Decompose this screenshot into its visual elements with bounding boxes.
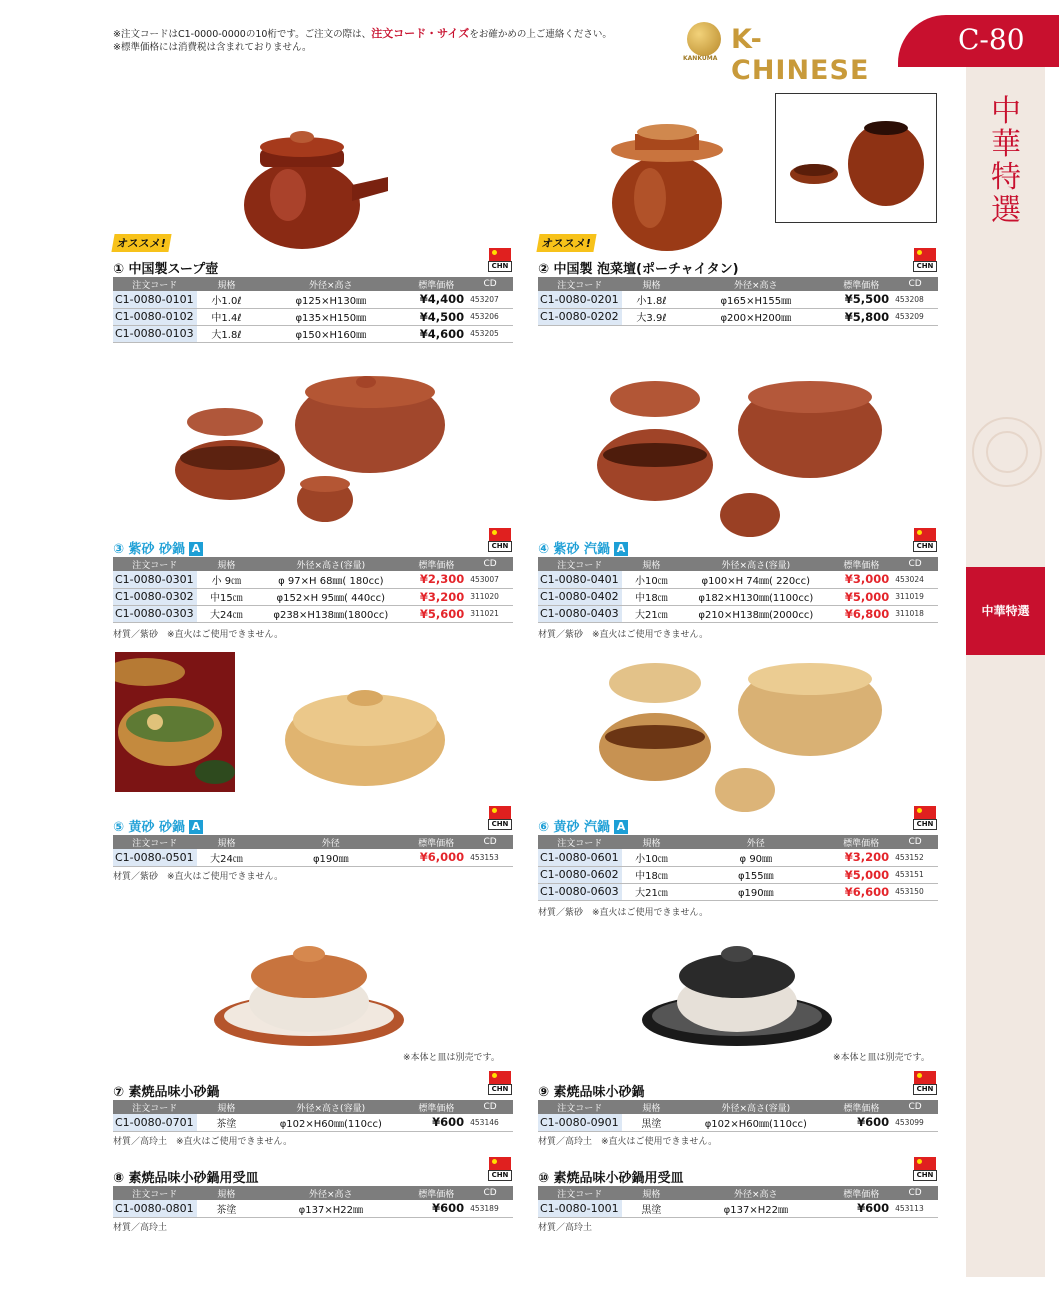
sold-separately-note: ※本体と皿は別売です。 — [403, 1053, 500, 1063]
cell-size: 中1.4ℓ — [197, 308, 257, 325]
cell-price: ¥2,300 — [406, 571, 468, 588]
product-title — [113, 258, 218, 277]
type-a-badge: A — [614, 542, 628, 556]
table-row — [538, 883, 938, 900]
product-table — [538, 557, 938, 623]
cell-cd: 453205 — [467, 325, 513, 342]
cell-dim: φ190㎜ — [256, 849, 405, 866]
soup-pot-image — [240, 125, 390, 250]
cell-cd: 453024 — [892, 571, 938, 588]
column-header-size: 規格 — [197, 1100, 257, 1114]
china-flag-icon: CHN — [488, 1071, 512, 1095]
cell-price: ¥600 — [406, 1114, 468, 1131]
table-header-row — [538, 835, 938, 849]
column-header-cd: CD — [892, 277, 938, 291]
brand-logo: KANKUMA K-CHINESE — [683, 22, 883, 62]
cell-size: 黒塗 — [622, 1114, 682, 1131]
column-header-code: 注文コード — [538, 557, 622, 571]
cell-cd: 453206 — [467, 308, 513, 325]
cell-price: ¥6,800 — [831, 605, 893, 622]
cell-size: 大24㎝ — [197, 849, 257, 866]
clay-pot-black-lid-image — [640, 940, 835, 1050]
column-header-size: 規格 — [622, 277, 682, 291]
cell-code[interactable]: C1-0080-0302 — [113, 588, 197, 605]
column-header-cd: CD — [467, 835, 513, 849]
product-table — [538, 835, 938, 901]
material-note: 材質／紫砂 ※直火はご使用できません。 — [113, 872, 284, 882]
column-header-cd: CD — [892, 835, 938, 849]
cell-price: ¥600 — [405, 1200, 467, 1217]
cell-price: ¥5,000 — [831, 588, 893, 605]
table-row — [113, 325, 513, 342]
column-header-dim_height: 外径×高さ — [256, 277, 405, 291]
column-header-price: 標準価格 — [831, 557, 893, 571]
cell-code[interactable]: C1-0080-1001 — [538, 1200, 622, 1217]
column-header-price: 標準価格 — [406, 557, 468, 571]
sidebar-title: 中華特選 — [991, 94, 1021, 228]
column-header-cd: CD — [892, 557, 938, 571]
product-table — [113, 1186, 513, 1218]
material-note: 材質／紫砂 ※直火はご使用できません。 — [538, 908, 709, 918]
table-header-row — [113, 277, 513, 291]
material-note: 材質／高玲土 ※直火はご使用できません。 — [113, 1137, 293, 1147]
table-row — [538, 571, 938, 588]
table-header-row — [113, 1100, 513, 1114]
cell-price: ¥4,500 — [405, 308, 467, 325]
cell-cd: 311018 — [892, 605, 938, 622]
cell-code[interactable]: C1-0080-0603 — [538, 883, 622, 900]
cell-cd: 311021 — [467, 605, 513, 622]
cell-dim: φ190㎜ — [681, 883, 830, 900]
table-row — [538, 1200, 938, 1217]
brand-name: K-CHINESE — [731, 24, 870, 86]
column-header-dim_height_cap: 外径×高さ(容量) — [681, 557, 830, 571]
column-header-dim_height: 外径×高さ — [681, 277, 830, 291]
material-note: 材質／紫砂 ※直火はご使用できません。 — [538, 630, 709, 640]
material-note: 材質／高玲土 — [113, 1223, 168, 1233]
cell-dim: φ100×H 74㎜( 220cc) — [681, 571, 830, 588]
column-header-cd: CD — [467, 1186, 513, 1200]
cell-price: ¥6,000 — [405, 849, 467, 866]
china-flag-icon: CHN — [913, 806, 937, 830]
cell-cd: 453151 — [892, 866, 938, 883]
column-header-price: 標準価格 — [405, 277, 467, 291]
column-header-code: 注文コード — [538, 1100, 622, 1114]
cell-code[interactable]: C1-0080-0102 — [113, 308, 197, 325]
table-row — [113, 1114, 513, 1131]
table-row — [538, 308, 938, 325]
cell-dim: φ125×H130㎜ — [256, 291, 405, 308]
cell-dim: φ137×H22㎜ — [681, 1200, 830, 1217]
column-header-cd: CD — [892, 1100, 938, 1114]
cell-code[interactable]: C1-0080-0402 — [538, 588, 622, 605]
cell-dim: φ150×H160㎜ — [256, 325, 405, 342]
product-title-text: ⑧ 素焼品味小砂鍋用受皿 — [113, 1171, 259, 1186]
cell-dim: φ135×H150㎜ — [256, 308, 405, 325]
column-header-price: 標準価格 — [405, 1186, 467, 1200]
cell-size: 大24㎝ — [197, 605, 257, 622]
sold-separately-note: ※本体と皿は別売です。 — [833, 1053, 930, 1063]
table-row — [113, 588, 513, 605]
notice-highlight: 注文コード・サイズ — [371, 27, 470, 40]
column-header-price: 標準価格 — [830, 1186, 892, 1200]
cell-size: 小 9㎝ — [197, 571, 257, 588]
china-flag-icon: CHN — [913, 528, 937, 552]
product-title — [113, 1081, 220, 1100]
cell-size: 茶塗 — [197, 1200, 257, 1217]
cell-code[interactable]: C1-0080-0403 — [538, 605, 622, 622]
column-header-price: 標準価格 — [831, 1100, 893, 1114]
column-header-size: 規格 — [622, 1100, 682, 1114]
clay-pot-brown-lid-image — [212, 940, 407, 1050]
table-row — [113, 571, 513, 588]
cell-code[interactable]: C1-0080-0901 — [538, 1114, 622, 1131]
product-title — [538, 816, 628, 835]
cell-code[interactable]: C1-0080-0501 — [113, 849, 197, 866]
column-header-code: 注文コード — [113, 1186, 197, 1200]
product-table — [538, 1100, 938, 1132]
yellow-clay-steam-pot-image — [595, 655, 895, 815]
cell-size: 中15㎝ — [197, 588, 257, 605]
column-header-dim: 外径 — [681, 835, 830, 849]
column-header-cd: CD — [892, 1186, 938, 1200]
order-notice: ※注文コードはC1-0000-0000の10桁です。ご注文の際は、注文コード・サイズをお確かめの上ご連絡ください。 ※標準価格には消費税は含まれておりません。 — [113, 27, 612, 53]
page-number-tab: C-80 — [898, 15, 1059, 67]
column-header-price: 標準価格 — [830, 277, 892, 291]
column-header-cd: CD — [467, 557, 513, 571]
cell-code[interactable]: C1-0080-0303 — [113, 605, 197, 622]
sidebar — [966, 67, 1045, 1277]
china-flag-icon: CHN — [488, 806, 512, 830]
column-header-code: 注文コード — [113, 557, 197, 571]
cell-price: ¥5,800 — [830, 308, 892, 325]
product-title — [113, 538, 203, 557]
cell-cd: 453153 — [467, 849, 513, 866]
cell-size: 小1.0ℓ — [197, 291, 257, 308]
cell-price: ¥600 — [831, 1114, 893, 1131]
product-table — [113, 277, 513, 343]
cell-dim: φ238×H138㎜(1800cc) — [256, 605, 405, 622]
cell-code[interactable]: C1-0080-0103 — [113, 325, 197, 342]
product-table — [113, 557, 513, 623]
cell-dim: φ155㎜ — [681, 866, 830, 883]
cell-price: ¥4,400 — [405, 291, 467, 308]
table-header-row — [538, 277, 938, 291]
cell-code[interactable]: C1-0080-0202 — [538, 308, 622, 325]
table-header-row — [538, 557, 938, 571]
table-header-row — [113, 835, 513, 849]
product-title — [538, 1167, 684, 1186]
cell-code[interactable]: C1-0080-0301 — [113, 571, 197, 588]
cell-cd: 453209 — [892, 308, 938, 325]
cell-price: ¥5,600 — [406, 605, 468, 622]
cell-price: ¥3,200 — [830, 849, 892, 866]
product-title-text: ⑤ 黄砂 砂鍋 — [113, 820, 186, 835]
column-header-cd: CD — [467, 1100, 513, 1114]
cell-dim: φ210×H138㎜(2000cc) — [681, 605, 830, 622]
product-title-text: ⑥ 黄砂 汽鍋 — [538, 820, 611, 835]
china-flag-icon: CHN — [913, 1157, 937, 1181]
table-row — [538, 291, 938, 308]
column-header-size: 規格 — [197, 835, 257, 849]
product-title — [113, 816, 203, 835]
column-header-size: 規格 — [622, 835, 682, 849]
tax-notice: ※標準価格には消費税は含まれておりません。 — [113, 42, 312, 53]
cell-price: ¥5,000 — [830, 866, 892, 883]
cell-size: 小10㎝ — [622, 571, 682, 588]
cell-code[interactable]: C1-0080-0201 — [538, 291, 622, 308]
cell-dim: φ165×H155㎜ — [681, 291, 830, 308]
cell-cd: 311019 — [892, 588, 938, 605]
recommend-badge: オススメ! — [536, 234, 596, 252]
cell-cd: 453099 — [892, 1114, 938, 1131]
cell-code[interactable]: C1-0080-0701 — [113, 1114, 197, 1131]
product-title-text: ⑩ 素焼品味小砂鍋用受皿 — [538, 1171, 684, 1186]
column-header-dim_height_cap: 外径×高さ(容量) — [681, 1100, 830, 1114]
table-row — [113, 605, 513, 622]
cell-price: ¥3,200 — [406, 588, 468, 605]
cell-size: 大3.9ℓ — [622, 308, 682, 325]
china-flag-icon: CHN — [488, 248, 512, 272]
table-row — [538, 588, 938, 605]
type-a-badge: A — [189, 542, 203, 556]
material-note: 材質／高玲土 ※直火はご使用できません。 — [538, 1137, 718, 1147]
cell-code[interactable]: C1-0080-0601 — [538, 849, 622, 866]
cell-cd: 311020 — [467, 588, 513, 605]
product-title-text: ③ 紫砂 砂鍋 — [113, 542, 186, 557]
product-title — [113, 1167, 259, 1186]
cell-cd: 453207 — [467, 291, 513, 308]
cell-cd: 453208 — [892, 291, 938, 308]
cell-size: 小10㎝ — [622, 849, 682, 866]
cell-dim: φ200×H200㎜ — [681, 308, 830, 325]
table-header-row — [538, 1100, 938, 1114]
column-header-price: 標準価格 — [405, 835, 467, 849]
cell-size: 大21㎝ — [622, 883, 682, 900]
product-title-text: ① 中国製スープ壺 — [113, 262, 219, 277]
cell-size: 茶塗 — [197, 1114, 257, 1131]
cell-price: ¥3,000 — [831, 571, 893, 588]
table-row — [113, 849, 513, 866]
product-title-text: ④ 紫砂 汽鍋 — [538, 542, 611, 557]
column-header-code: 注文コード — [113, 835, 197, 849]
cell-dim: φ102×H60㎜(110cc) — [681, 1114, 830, 1131]
column-header-size: 規格 — [622, 557, 682, 571]
product-title-text: ⑨ 素焼品味小砂鍋 — [538, 1085, 645, 1100]
cell-cd: 453146 — [467, 1114, 513, 1131]
product-title — [538, 538, 628, 557]
product-title — [538, 258, 739, 277]
cell-cd: 453150 — [892, 883, 938, 900]
table-row — [538, 866, 938, 883]
product-title — [538, 1081, 645, 1100]
material-note: 材質／紫砂 ※直火はご使用できません。 — [113, 630, 284, 640]
cell-code[interactable]: C1-0080-0101 — [113, 291, 197, 308]
product-title-text: ② 中国製 泡菜壇(ポーチャイタン) — [538, 262, 739, 277]
cell-dim: φ 90㎜ — [681, 849, 830, 866]
product-title-text: ⑦ 素焼品味小砂鍋 — [113, 1085, 220, 1100]
china-flag-icon: CHN — [913, 248, 937, 272]
product-table — [538, 277, 938, 326]
type-a-badge: A — [189, 820, 203, 834]
cell-dim: φ182×H130㎜(1100cc) — [681, 588, 830, 605]
logo-emblem-icon — [687, 22, 721, 56]
cell-dim: φ 97×H 68㎜( 180cc) — [256, 571, 405, 588]
cell-cd: 453113 — [892, 1200, 938, 1217]
column-header-size: 規格 — [622, 1186, 682, 1200]
product-table — [113, 835, 513, 867]
cell-dim: φ152×H 95㎜( 440cc) — [256, 588, 405, 605]
sidebar-section-label[interactable]: 中華特選 — [966, 567, 1045, 655]
table-row — [538, 849, 938, 866]
cell-code[interactable]: C1-0080-0801 — [113, 1200, 197, 1217]
column-header-price: 標準価格 — [406, 1100, 468, 1114]
column-header-code: 注文コード — [538, 835, 622, 849]
cell-size: 中18㎝ — [622, 588, 682, 605]
column-header-code: 注文コード — [113, 1100, 197, 1114]
china-flag-icon: CHN — [913, 1071, 937, 1095]
product-table — [538, 1186, 938, 1218]
column-header-size: 規格 — [197, 1186, 257, 1200]
yellow-clay-pot-image — [283, 680, 448, 790]
cell-size: 小1.8ℓ — [622, 291, 682, 308]
cell-size: 大21㎝ — [622, 605, 682, 622]
cell-size: 大1.8ℓ — [197, 325, 257, 342]
table-header-row — [538, 1186, 938, 1200]
column-header-dim_height_cap: 外径×高さ(容量) — [256, 1100, 405, 1114]
cell-code[interactable]: C1-0080-0602 — [538, 866, 622, 883]
cell-size: 黒塗 — [622, 1200, 682, 1217]
column-header-dim_height: 外径×高さ — [681, 1186, 830, 1200]
column-header-size: 規格 — [197, 557, 257, 571]
cell-price: ¥6,600 — [830, 883, 892, 900]
yellow-clay-pot-serving-photo — [115, 652, 235, 792]
cell-price: ¥4,600 — [405, 325, 467, 342]
column-header-code: 注文コード — [538, 277, 622, 291]
column-header-size: 規格 — [197, 277, 257, 291]
purple-clay-steam-pot-image — [595, 375, 895, 540]
type-a-badge: A — [614, 820, 628, 834]
column-header-cd: CD — [467, 277, 513, 291]
recommend-badge: オススメ! — [111, 234, 171, 252]
cell-price: ¥600 — [830, 1200, 892, 1217]
cell-cd: 453152 — [892, 849, 938, 866]
column-header-code: 注文コード — [538, 1186, 622, 1200]
table-row — [538, 605, 938, 622]
pickle-jar-open-photo — [775, 93, 937, 223]
cell-price: ¥5,500 — [830, 291, 892, 308]
column-header-dim_height: 外径×高さ — [256, 1186, 405, 1200]
table-header-row — [113, 1186, 513, 1200]
table-header-row — [113, 557, 513, 571]
product-table — [113, 1100, 513, 1132]
cell-dim: φ137×H22㎜ — [256, 1200, 405, 1217]
table-row — [538, 1114, 938, 1131]
cell-code[interactable]: C1-0080-0401 — [538, 571, 622, 588]
cell-cd: 453189 — [467, 1200, 513, 1217]
column-header-dim_height_cap: 外径×高さ(容量) — [256, 557, 405, 571]
table-row — [113, 291, 513, 308]
purple-clay-pot-image — [170, 370, 450, 530]
china-flag-icon: CHN — [488, 528, 512, 552]
cell-size: 中18㎝ — [622, 866, 682, 883]
column-header-code: 注文コード — [113, 277, 197, 291]
table-row — [113, 1200, 513, 1217]
cell-dim: φ102×H60㎜(110cc) — [256, 1114, 405, 1131]
column-header-price: 標準価格 — [830, 835, 892, 849]
china-flag-icon: CHN — [488, 1157, 512, 1181]
column-header-dim: 外径 — [256, 835, 405, 849]
pickle-jar-image — [605, 118, 730, 253]
cell-cd: 453007 — [467, 571, 513, 588]
material-note: 材質／高玲土 — [538, 1223, 593, 1233]
table-row — [113, 308, 513, 325]
